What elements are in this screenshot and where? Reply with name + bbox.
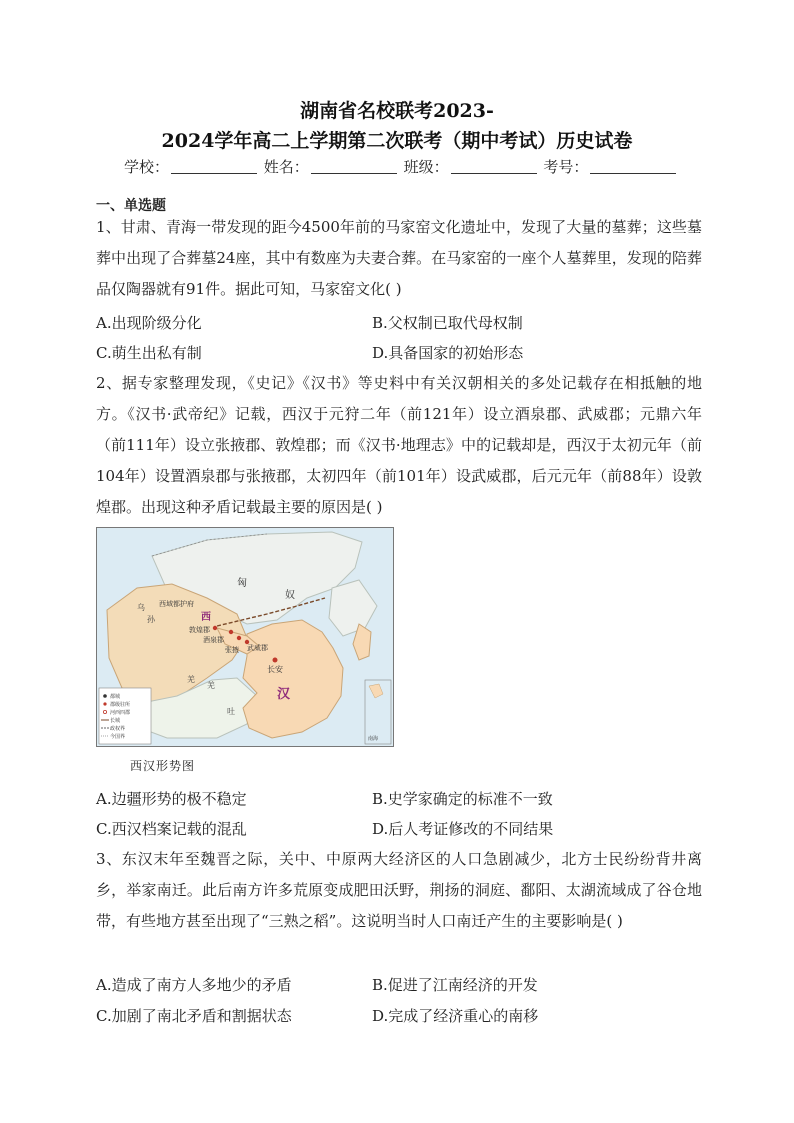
han-territory [243, 620, 343, 738]
map-label-xiongnu-2: 奴 [285, 590, 295, 601]
map-label-sun: 孙 [147, 615, 155, 624]
map-label-xiongnu-1: 匈 [237, 578, 247, 589]
legend-item-6: 今国界 [110, 734, 126, 740]
map-caption: 西汉形势图 [130, 759, 196, 773]
question-3-option-c[interactable]: C.加剧了南北矛盾和割据状态 [96, 1007, 292, 1025]
class-blank[interactable] [451, 159, 537, 174]
legend-item-5: 政权界 [110, 726, 126, 732]
question-2-option-b[interactable]: B.史学家确定的标准不一致 [372, 790, 553, 808]
map-label-han: 汉 [277, 687, 291, 702]
dunhuang-marker [213, 626, 217, 630]
exam-title-line2: 2024学年高二上学期第二次联考（期中考试）历史试卷 [161, 130, 633, 152]
map-legend [99, 688, 151, 744]
question-1-option-c[interactable]: C.萌生出私有制 [96, 344, 202, 362]
number-blank[interactable] [590, 159, 676, 174]
question-1-option-a[interactable]: A.出现阶级分化 [96, 314, 202, 332]
map-label-xi: 西 [201, 612, 211, 623]
map-label-qiang: 羌 [187, 675, 195, 684]
exam-title-line1: 湖南省名校联考2023- [300, 100, 494, 122]
question-2-stem: 2、据专家整理发现，《史记》《汉书》等史料中有关汉朝相关的多处记载存在相抵触的地方。《汉书·武帝纪》记载，西汉于元狩二年（前121年）设立酒泉郡、武威郡；元鼎六年（前111年）设立张掖郡、敦煌郡；而《汉书·地理志》中的记载却是，西汉于太初元年（前104年）设置酒泉郡与张掖郡，太初四年（前101年）设武威郡，后元元年（前88年）设敦煌郡。出现这种矛盾记载最主要的原因是( ) [96, 374, 702, 516]
changan-marker [273, 658, 278, 663]
question-2-option-c[interactable]: C.西汉档案记载的混乱 [96, 820, 247, 838]
map-label-qiang2: 羌 [207, 681, 215, 690]
question-3-option-d[interactable]: D.完成了经济重心的南移 [372, 1007, 539, 1025]
section-title: 一、单选题 [96, 198, 166, 214]
question-2-option-a[interactable]: A.边疆形势的极不稳定 [96, 790, 247, 808]
number-label: 考号： [543, 158, 589, 176]
name-blank[interactable] [311, 159, 397, 174]
map-label-wu: 乌 [137, 603, 145, 612]
name-label: 姓名： [263, 158, 309, 176]
legend-item-2: 郡级驻所 [110, 702, 131, 708]
map-label-nanhai: 南海 [368, 736, 379, 742]
map-label-zhangye: 张掖 [225, 646, 239, 654]
school-label: 学校： [124, 158, 170, 176]
map-label-tu: 吐 [227, 707, 235, 716]
northeast-land [329, 580, 377, 636]
class-label: 班级： [403, 158, 449, 176]
legend-item-4: 长城 [110, 718, 121, 724]
map-label-changan: 长安 [267, 665, 283, 674]
school-blank[interactable] [171, 159, 257, 174]
question-3-option-a[interactable]: A.造成了南方人多地少的矛盾 [96, 976, 292, 994]
question-3-option-b[interactable]: B.促进了江南经济的开发 [372, 976, 538, 994]
map-label-dunhuang: 敦煌郡 [189, 626, 210, 634]
map-label-jiuquan: 酒泉郡 [203, 636, 224, 644]
zhangye-marker [237, 636, 241, 640]
western-han-map [96, 527, 394, 747]
question-1-stem: 1、甘肃、青海一带发现的距今4500年前的马家窑文化遗址中，发现了大量的墓葬；这些墓葬中出现了合葬墓24座，其中有数座为夫妻合葬。在马家窑的一座个人墓葬里，发现的陪葬品仅陶器就有91件。据此可知，马家窑文化( ) [96, 218, 702, 298]
legend-item-3: 河西四郡 [110, 710, 131, 716]
south-sea-inset [365, 680, 391, 744]
legend-item-1: 都城 [110, 694, 121, 700]
map-graphic [97, 528, 393, 746]
student-info-line [124, 156, 678, 177]
map-label-xiyu: 西域都护府 [159, 600, 194, 608]
question-1-option-d[interactable]: D.具备国家的初始形态 [372, 344, 524, 362]
question-1-option-b[interactable]: B.父权制已取代母权制 [372, 314, 523, 332]
map-label-wuwei: 武威郡 [247, 644, 268, 652]
question-2-option-d[interactable]: D.后人考证修改的不同结果 [372, 820, 554, 838]
jiuquan-marker [229, 630, 233, 634]
question-3-stem: 3、东汉末年至魏晋之际，关中、中原两大经济区的人口急剧减少，北方士民纷纷背井离乡，举家南迁。此后南方许多荒原变成肥田沃野，荆扬的洞庭、鄱阳、太湖流域成了谷仓地带，有些地方甚至出现了“三熟之稻”。这说明当时人口南迁产生的主要影响是( ) [96, 850, 702, 930]
